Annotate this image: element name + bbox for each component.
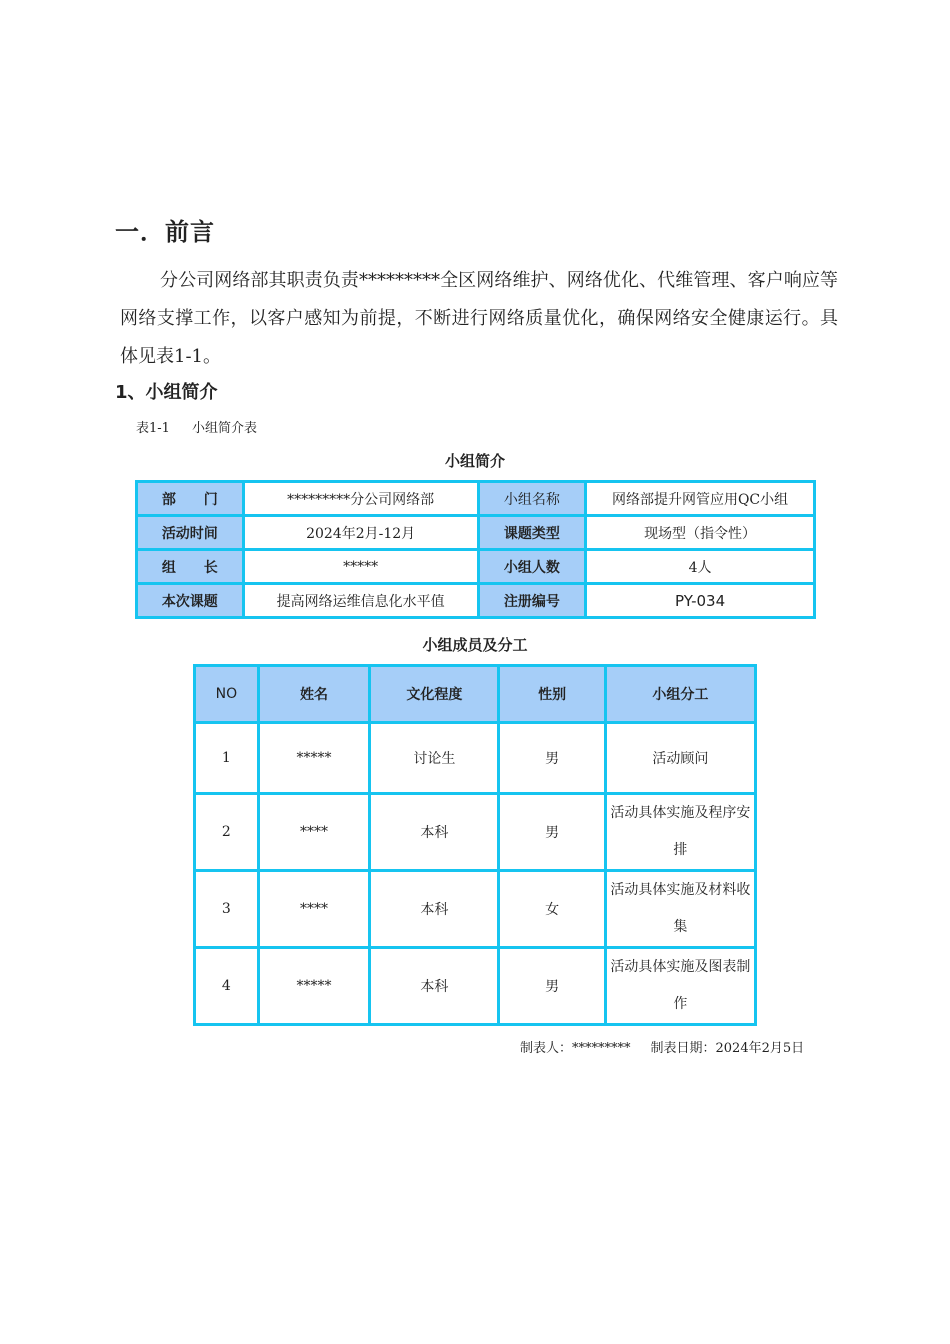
leader-label: 组 长 (137, 550, 244, 584)
table-row (137, 482, 815, 516)
member-name: **** (258, 794, 370, 871)
table-header-row (195, 666, 756, 723)
table-caption-number: 表1-1 (136, 421, 170, 436)
header-role: 小组分工 (605, 666, 755, 723)
table-row (137, 584, 815, 618)
table-caption-label: 小组简介表 (191, 421, 257, 436)
current-topic-label: 本次课题 (137, 584, 244, 618)
table-date: 制表日期：2024年2月5日 (650, 1041, 805, 1056)
leader-value: ***** (243, 550, 478, 584)
member-role: 活动具体实施及图表制作 (605, 948, 755, 1025)
department-value: *********分公司网络部 (243, 482, 478, 516)
member-name: ***** (258, 723, 370, 794)
member-role: 活动具体实施及材料收集 (605, 871, 755, 948)
member-no: 3 (195, 871, 259, 948)
topic-type-value: 现场型（指令性） (586, 516, 815, 550)
table-row (195, 723, 756, 794)
group-name-label: 小组名称 (478, 482, 585, 516)
member-no: 2 (195, 794, 259, 871)
table-row (195, 948, 756, 1025)
header-education: 文化程度 (370, 666, 499, 723)
intro-paragraph: 分公司网络部其职责负责*********全区网络维护、网络优化、代维管理、客户响应等网络支撑工作，以客户感知为前提，不断进行网络质量优化，确保网络安全健康运行。具体见表1-1。 (120, 270, 838, 367)
table-row (137, 516, 815, 550)
member-gender: 女 (499, 871, 605, 948)
member-name: ***** (258, 948, 370, 1025)
topic-type-label: 课题类型 (478, 516, 585, 550)
header-name: 姓名 (258, 666, 370, 723)
table-row (137, 550, 815, 584)
table-footer (520, 1037, 804, 1056)
member-name: **** (258, 871, 370, 948)
member-gender: 男 (499, 723, 605, 794)
registration-number-label: 注册编号 (478, 584, 585, 618)
member-education: 本科 (370, 794, 499, 871)
member-gender: 男 (499, 948, 605, 1025)
section-title: 一．前言 (115, 218, 215, 246)
header-no: NO (195, 666, 259, 723)
group-info-table (135, 480, 816, 619)
member-role: 活动顾问 (605, 723, 755, 794)
activity-time-value: 2024年2月-12月 (243, 516, 478, 550)
member-education: 本科 (370, 871, 499, 948)
member-education: 本科 (370, 948, 499, 1025)
info-table-title: 小组简介 (444, 452, 505, 470)
table-row (195, 871, 756, 948)
subsection-title: 1、小组简介 (115, 382, 218, 403)
member-role: 活动具体实施及程序安排 (605, 794, 755, 871)
member-gender: 男 (499, 794, 605, 871)
group-name-value: 网络部提升网管应用QC小组 (586, 482, 815, 516)
table-caption (136, 417, 257, 436)
table-maker: 制表人：********* (520, 1041, 631, 1056)
member-count-label: 小组人数 (478, 550, 585, 584)
header-gender: 性别 (499, 666, 605, 723)
member-no: 1 (195, 723, 259, 794)
current-topic-value: 提高网络运维信息化水平值 (243, 584, 478, 618)
table-row (195, 794, 756, 871)
registration-number-value: PY-034 (586, 584, 815, 618)
member-count-value: 4人 (586, 550, 815, 584)
members-table (193, 664, 757, 1026)
members-table-title: 小组成员及分工 (422, 636, 528, 654)
member-no: 4 (195, 948, 259, 1025)
member-education: 讨论生 (370, 723, 499, 794)
activity-time-label: 活动时间 (137, 516, 244, 550)
department-label: 部 门 (137, 482, 244, 516)
